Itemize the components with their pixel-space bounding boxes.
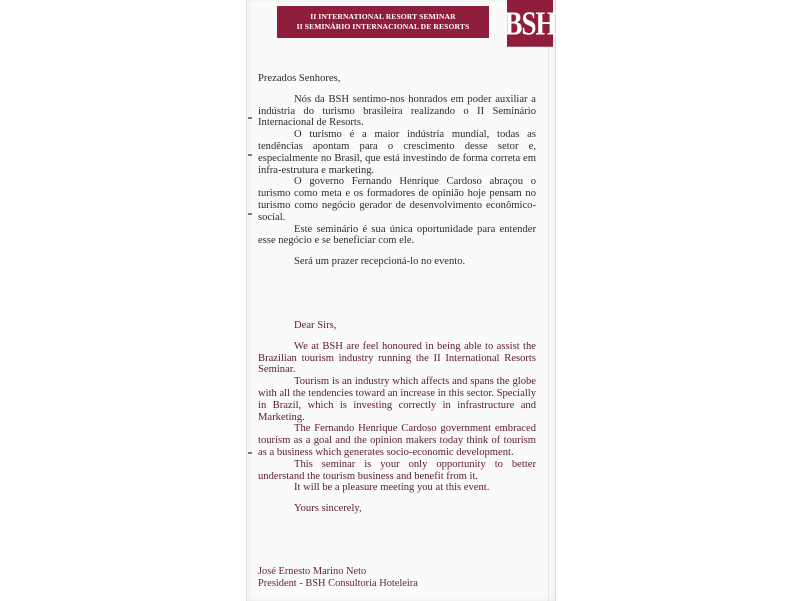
signatory-name: José Ernesto Marino Neto [258,566,367,577]
margin-mark [248,213,252,215]
margin-mark [248,154,252,156]
margin-mark [248,117,252,119]
header-line-portuguese: II SEMINÁRIO INTERNACIONAL DE RESORTS [296,21,470,31]
signatory-title: President - BSH Consultoria Hoteleira [258,578,418,589]
header-line-english: II INTERNATIONAL RESORT SEMINAR [310,12,456,21]
en-paragraph-4: This seminar is your only opportunity to better understand the tourism business and benefit from it. [258,458,536,482]
bsh-logo: BSH [507,0,553,47]
pt-greeting: Prezados Senhores, [258,73,341,84]
english-letter [258,320,536,515]
en-paragraph-5: It will be a pleasure meeting you at this event. [294,482,490,494]
en-paragraph-3: The Fernando Henrique Cardoso government embraced tourism as a goal and the opinion makers today think of tourism as a business which generates socio-economic development. [258,423,536,458]
fold-line [548,0,549,601]
portuguese-letter [258,73,536,268]
pt-paragraph-3: O governo Fernando Henrique Cardoso abraçou o turismo como meta e os formadores de opinião hoje pensam no turismo como negócio gerador de desenvolvimento econômico-social. [258,176,536,223]
signature-block [258,566,418,590]
pt-paragraph-1: Nós da BSH sentimo-nos honrados em poder auxiliar a indústria do turismo brasileira realizando o II Seminário Internacional de Resorts. [258,93,536,129]
en-paragraph-2: Tourism is an industry which affects and spans the globe with all the tendencies toward an increase in this sector. Specially in Brazil, which is investing correctly in infrastructure and Marketing. [258,376,536,423]
margin-mark [248,452,252,454]
pt-closing: Será um prazer recepcioná-lo no evento. [294,256,466,268]
seminar-header-banner [277,6,489,38]
pt-paragraph-4: Este seminário é sua única oportunidade para entender esse negócio e se beneficiar com ele. [258,223,536,247]
en-greeting: Dear Sirs, [294,320,337,331]
pt-paragraph-2: O turismo é a maior indústria mundial, todas as tendências apontam para o crescimento desse setor e, especialmente no Brasil, que está investindo de forma correta em infra-estrutura e marketing. [258,129,536,176]
en-signoff: Yours sincerely, [294,503,362,515]
en-paragraph-1: We at BSH are feel honoured in being able to assist the Brazilian tourism industry running the II International Resorts Seminar. [258,340,536,376]
